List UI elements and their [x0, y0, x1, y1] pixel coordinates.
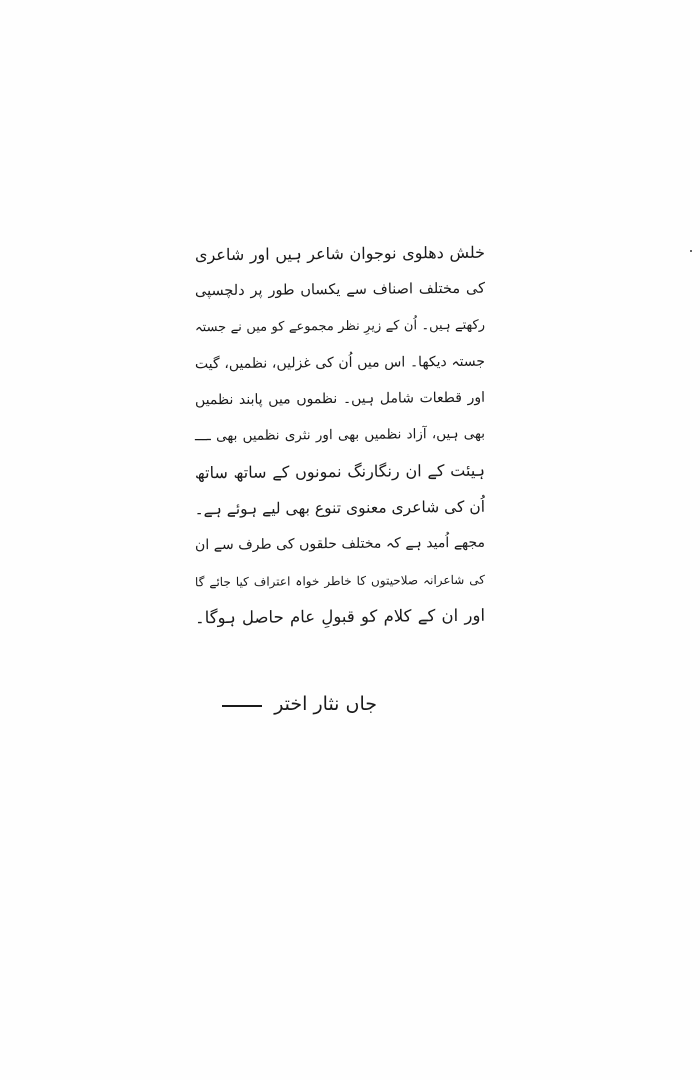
text-line: کی شاعرانہ صلاحیتوں کا خاطر خواہ اعتراف کیا جائے گا [194, 572, 486, 589]
text-line: بھی ہیں، آزاد نظمیں بھی اور نثری نظمیں بھی ــــ [194, 426, 486, 445]
text-line: رکھتے ہیں۔ اُن کے زیرِ نظر مجموعے کو میں نے جستہ [194, 317, 486, 335]
signature-block [222, 686, 377, 726]
text-line: جستہ دیکھا۔ اس میں اُن کی غزلیں، نظمیں، گیت [194, 353, 486, 373]
text-line: مجھے اُمید ہے کہ مختلف حلقوں کی طرف سے ان [194, 535, 486, 554]
text-line: اُن کی شاعری معنوی تنوع بھی لیے ہوئے ہے۔ [194, 497, 486, 519]
scan-speck [690, 250, 692, 252]
text-line: کی مختلف اصناف سے یکساں طور پر دلچسپی [194, 281, 486, 300]
text-line: ہیئت کے ان رنگارنگ نمونوں کے ساتھ ساتھ [194, 460, 486, 483]
signature-dash [222, 705, 262, 707]
text-line: اور ان کے کلام کو قبولِ عام حاصل ہوگا۔ [194, 605, 486, 628]
signature-name: جاں نثار اختر [274, 693, 377, 715]
text-line: خلش دھلوی نوجوان شاعر ہیں اور شاعری [194, 242, 486, 265]
foreword-text [195, 236, 485, 635]
text-line: اور قطعات شامل ہیں۔ نظموں میں پابند نظمیں [194, 389, 486, 409]
